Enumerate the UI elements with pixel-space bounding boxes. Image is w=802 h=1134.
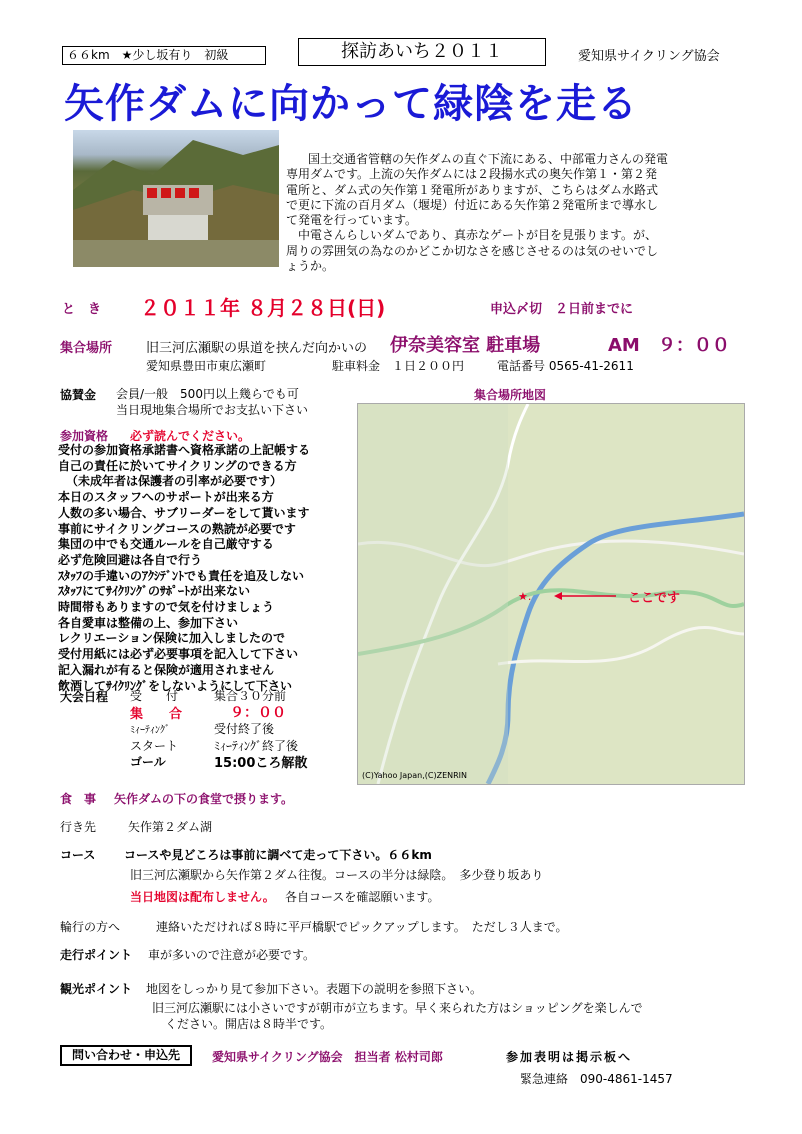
schedule-value: 受付終了後	[214, 722, 275, 736]
course-no-map: 当日地図は配布しません。	[130, 890, 275, 904]
transport-text: 連絡いただければ８時に平戸橋駅でピックアップします。 ただし３人まで。	[156, 920, 568, 934]
schedule-key: 集 合	[130, 707, 183, 722]
list-item: 集団の中でも交通ルールを自己厳守する	[58, 537, 274, 552]
list-item: 人数の多い場合、サブリーダーをして貰います	[58, 505, 310, 520]
intro-line: で更に下流の百月ダム（堰堤）付近にある矢作第２発電所まで導水し	[286, 197, 659, 212]
course-tag: ６６km ★少し坂有り 初級	[62, 46, 266, 65]
list-item: 各自愛車は整備の上、参加下さい	[58, 615, 239, 630]
intro-line: 専用ダムです。上流の矢作ダムには２段揚水式の奥矢作第１・第２発	[286, 167, 658, 182]
schedule-value: ﾐｨｰﾃｨﾝｸﾞ終了後	[214, 739, 299, 753]
meeting-desc: 旧三河広瀬駅の県道を挟んだ向かいの	[146, 341, 368, 356]
qualification-must: 必ず読んでください。	[130, 429, 251, 443]
course-line2: 旧三河広瀬駅から矢作第２ダム往復。コースの半分は緑陰。 多少登り坂あり	[130, 868, 544, 882]
list-item: 必ず危険回避は各自で行う	[58, 552, 203, 567]
list-item: 自己の責任に於いてサイクリングのできる方	[58, 458, 297, 473]
list-item: ｽﾀｯﾌにてｻｲｸﾘﾝｸﾞのｻﾎﾟｰﾄが出来ない	[58, 584, 251, 599]
sightseeing-line2: 旧三河広瀬駅には小さいですが朝市が立ちます。早く来られた方はショッピングを楽しんで	[152, 1001, 643, 1015]
schedule-key: スタート	[130, 739, 179, 753]
list-item: 記入漏れが有ると保険が適用されません	[58, 662, 275, 677]
schedule-label: 大会日程	[60, 690, 109, 704]
map-label: 集合場所地図	[474, 388, 547, 402]
map-credit: (C)Yahoo Japan,(C)ZENRIN	[362, 771, 468, 780]
list-item: 本日のスタッフへのサポートが出来る方	[58, 490, 274, 505]
meeting-place: 伊奈美容室 駐車場	[390, 335, 541, 356]
intro-line: ょうか。	[286, 259, 335, 274]
meeting-time: AM ９：００	[608, 335, 730, 356]
schedule-key: ゴール	[130, 755, 166, 769]
contact-label: 問い合わせ・申込先	[60, 1045, 192, 1066]
list-item: 飲酒してｻｲｸﾘﾝｸﾞをしないようにして下さい	[58, 678, 293, 693]
parking-fee: 駐車料金 １日２００円	[332, 359, 465, 373]
dest-label: 行き先	[60, 820, 97, 834]
series-title: 探訪あいち２０１１	[298, 38, 546, 66]
transport-label: 輪行の方へ	[60, 920, 121, 934]
list-item: 受付の参加資格承諾書へ資格承諾の上記帳する	[58, 443, 311, 457]
sightseeing-label: 観光ポイント	[60, 982, 133, 996]
schedule-value: 15:00ころ解散	[214, 756, 308, 771]
list-item: 時間帯もありますので気を付けましょう	[58, 600, 275, 615]
list-item: レクリエーション保険に加入しましたので	[58, 631, 286, 646]
map-here-label: ここです	[628, 591, 681, 606]
schedule-value: 集合３０分前	[214, 689, 287, 703]
list-item: 事前にサイクリングコースの熟読が必要です	[58, 521, 296, 536]
meal-text: 矢作ダムの下の食堂で摂ります。	[114, 792, 294, 806]
contact-org: 愛知県サイクリング協会 担当者 松村司郎	[212, 1050, 443, 1064]
dam-illustration	[73, 130, 279, 267]
caution-label: 走行ポイント	[60, 948, 133, 962]
svg-text:★.: ★.	[518, 590, 532, 603]
course-check: 各自コースを確認願います。	[285, 890, 440, 904]
intro-line: 周りの雰囲気の為なのかどこか切なさを感じさせるのは気のせいでし	[286, 243, 659, 258]
sightseeing-line1: 地図をしっかり見て参加下さい。表題下の説明を参照下さい。	[146, 982, 483, 996]
intro-line: 中電さんらしいダムであり、真赤なゲートが目を見張ります。が、	[298, 228, 658, 243]
course-label: コース	[60, 848, 96, 862]
fee-line1: 会員/一般 500円以上幾らでも可	[116, 387, 299, 401]
list-item: ｽﾀｯﾌの手違いのｱｸｼﾃﾞﾝﾄでも責任を追及しない	[58, 568, 305, 583]
page-title: 矢作ダムに向かって緑陰を走る	[64, 81, 638, 127]
qualification-list	[58, 443, 310, 694]
course-line1: コースや見どころは事前に調べて走って下さい。６６km	[124, 848, 432, 862]
event-date: ２０１１年 ８月２８日(日)	[140, 296, 386, 320]
intro-line: 国土交通省管轄の矢作ダムの直ぐ下流にある、中部電力さんの発電	[308, 152, 669, 166]
intro-line: て発電を行っています。	[286, 213, 418, 228]
caution-text: 車が多いので注意が必要です。	[148, 948, 316, 962]
dam-photo	[73, 130, 279, 267]
map-illustration	[358, 404, 744, 784]
schedule-value: ９：００	[230, 705, 286, 721]
sightseeing-line3: ください。開店は８時半です。	[165, 1017, 333, 1031]
meeting-label: 集合場所	[60, 341, 113, 356]
organizer: 愛知県サイクリング協会	[578, 49, 720, 64]
meal-label: 食 事	[60, 792, 97, 806]
dest-text: 矢作第２ダム湖	[128, 820, 213, 834]
list-item: （未成年者は保護者の引率が必要です）	[66, 474, 283, 489]
schedule-key: 受 付	[130, 689, 179, 703]
meeting-address: 愛知県豊田市東広瀬町	[146, 359, 267, 373]
when-label: と き	[62, 302, 102, 317]
deadline: 申込〆切 ２日前までに	[490, 302, 634, 317]
phone: 電話番号 0565-41-2611	[497, 359, 634, 373]
emergency-contact: 緊急連絡 090-4861-1457	[520, 1072, 673, 1086]
fee-line2: 当日現地集合場所でお支払い下さい	[116, 403, 309, 417]
meeting-map	[357, 403, 745, 785]
qualification-label: 参加資格	[60, 429, 109, 443]
list-item: 受付用紙には必ず必要事項を記入して下さい	[58, 647, 299, 662]
schedule-key: ﾐｨｰﾃｨﾝｸﾞ	[130, 725, 170, 736]
intro-line: 電所と、ダム式の矢作第１発電所がありますが、こちらはダム水路式	[286, 182, 659, 197]
fee-label: 協賛金	[60, 388, 97, 402]
board-notice: 参加表明は掲示板へ	[506, 1050, 633, 1064]
intro-text	[286, 152, 668, 274]
